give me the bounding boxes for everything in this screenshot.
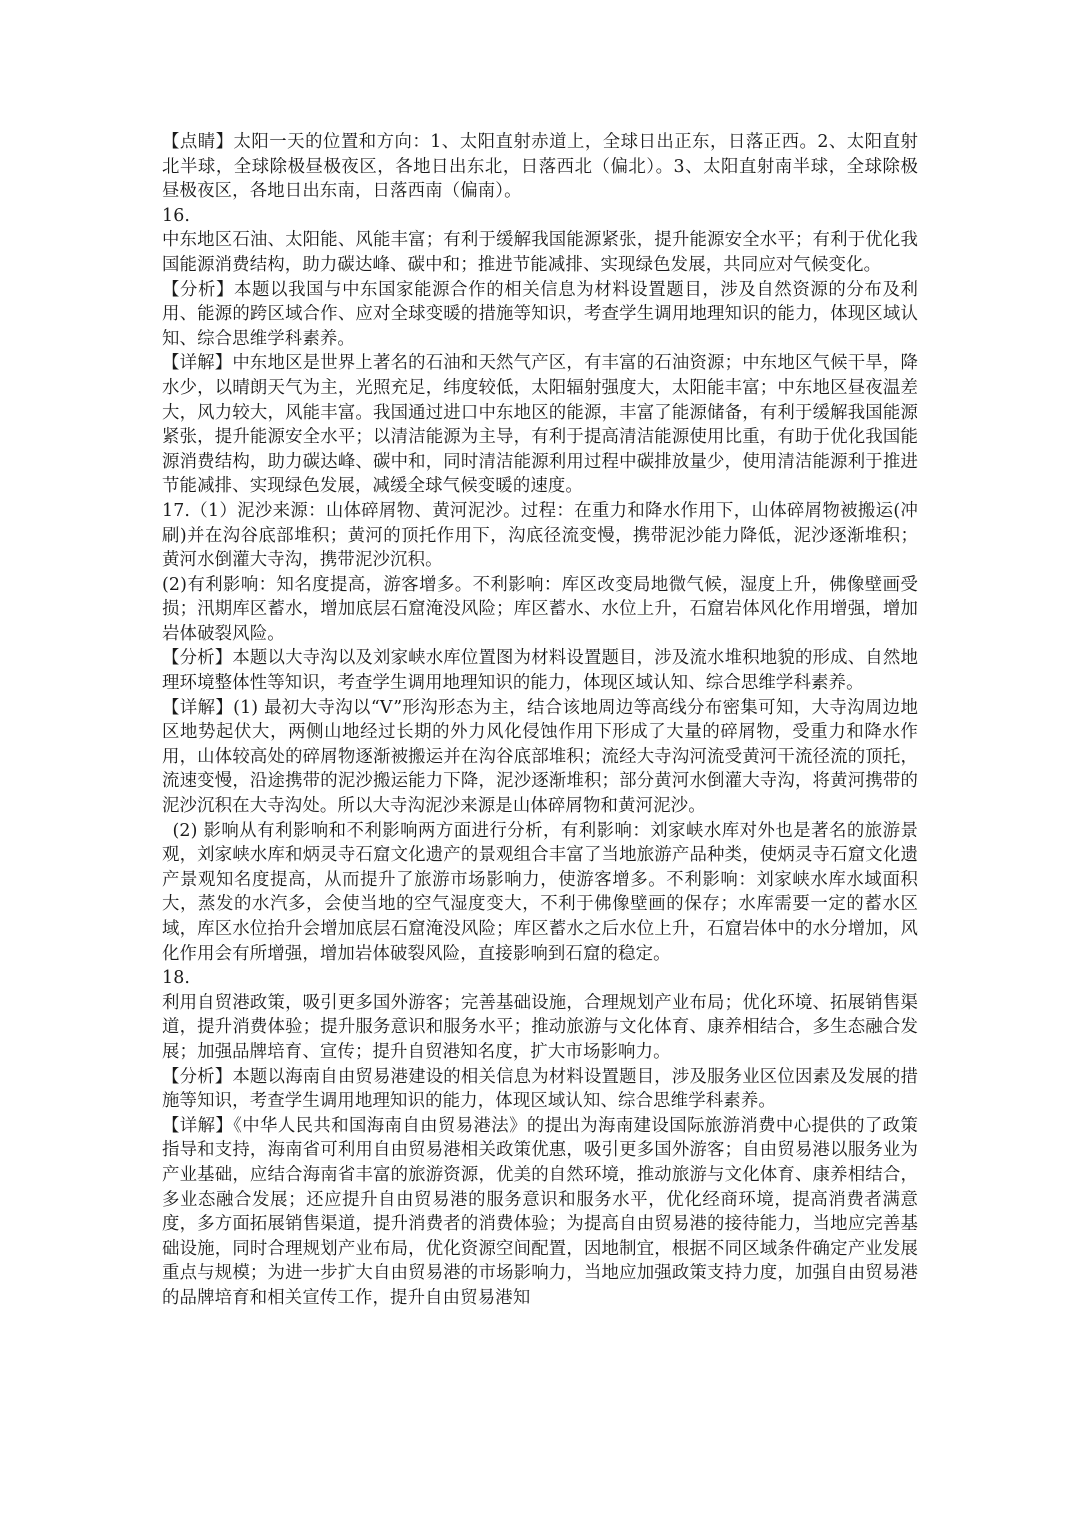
answer-18: 利用自贸港政策，吸引更多国外游客；完善基础设施，合理规划产业布局；优化环境、拓展销售渠道，提升消费体验；提升服务意识和服务水平；推动旅游与文化体育、康养相结合，多生态融合发展；加强品牌培育、宣传；提升自贸港知名度，扩大市场影响力。 [162,992,918,1062]
answer-16: 中东地区石油、太阳能、风能丰富；有利于缓解我国能源紧张，提升能源安全水平；有利于优化我国能源消费结构，助力碳达峰、碳中和；推进节能减排、实现绿色发展，共同应对气候变化。 [162,230,918,275]
explanation-17-part-1: 【详解】(1) 最初大寺沟以“V”形沟形态为主，结合该地周边等高线分布密集可知，大寺沟周边地区地势起伏大，两侧山地经过长期的外力风化侵蚀作用下形成了大量的碎屑物，受重力和降水作用，山体较高处的碎屑物逐渐被搬运并在沟谷底部堆积；流经大寺沟河流受黄河干流径流的顶托，流速变慢，沿途携带的泥沙搬运能力下降，泥沙逐渐堆积；部分黄河水倒灌大寺沟，将黄河携带的泥沙沉积在大寺沟处。所以大寺沟泥沙来源是山体碎屑物和黄河泥沙。 [162,697,918,817]
answer-17-part-1: 17.（1）泥沙来源：山体碎屑物、黄河泥沙。过程：在重力和降水作用下，山体碎屑物被搬运(冲刷)并在沟谷底部堆积；黄河的顶托作用下，沟底径流变慢，携带泥沙能力降低，泥沙逐渐堆积；黄河水倒灌大寺沟，携带泥沙沉积。 [162,500,918,571]
analysis-17: 【分析】本题以大寺沟以及刘家峡水库位置图为材料设置题目，涉及流水堆积地貌的形成、自然地理环境整体性等知识，考查学生调用地理知识的能力，体现区域认知、综合思维学科素养。 [162,648,918,694]
question-number-16: 16. [162,205,191,226]
analysis-18: 【分析】本题以海南自由贸易港建设的相关信息为材料设置题目，涉及服务业区位因素及发展的措施等知识，考查学生调用地理知识的能力，体现区域认知、综合思维学科素养。 [162,1066,918,1112]
answer-17-part-2: (2)有利影响：知名度提高，游客增多。不利影响：库区改变局地微气候，湿度上升，佛像壁画受损；汛期库区蓄水，增加底层石窟淹没风险；库区蓄水、水位上升，石窟岩体风化作用增强，增加岩体破裂风险。 [162,574,918,644]
analysis-16: 【分析】本题以我国与中东国家能源合作的相关信息为材料设置题目，涉及自然资源的分布及利用、能源的跨区域合作、应对全球变暖的措施等知识，考查学生调用地理知识的能力，体现区域认知、综合思维学科素养。 [162,279,918,349]
explanation-18: 【详解】《中华人民共和国海南自由贸易港法》的提出为海南建设国际旅游消费中心提供的了政策指导和支持，海南省可利用自由贸易港相关政策优惠，吸引更多国外游客；自由贸易港以服务业为产业基础，应结合海南省丰富的旅游资源，优美的自然环境，推动旅游与文化体育、康养相结合，多业态融合发展；还应提升自由贸易港的服务意识和服务水平，优化经商环境，提高消费者满意度，多方面拓展销售渠道，提升消费者的消费体验；为提高自由贸易港的接待能力，当地应完善基础设施，同时合理规划产业布局，优化资源空间配置，因地制宜，根据不同区域条件确定产业发展重点与规模；为进一步扩大自由贸易港的市场影响力，当地应加强政策支持力度，加强自由贸易港的品牌培育和相关宣传工作，提升自由贸易港知 [162,1115,918,1308]
question-number-18: 18. [162,968,191,989]
tip-paragraph: 【点睛】太阳一天的位置和方向：1、太阳直射赤道上，全球日出正东，日落正西。2、太阳直射北半球，全球除极昼极夜区，各地日出东北，日落西北（偏北）。3、太阳直射南半球，全球除极昼极夜区，各地日出东南，日落西南（偏南）。 [162,132,918,202]
explanation-17-part-2: (2) 影响从有利影响和不利影响两方面进行分析，有利影响：刘家峡水库对外也是著名的旅游景观，刘家峡水库和炳灵寺石窟文化遗产的景观组合丰富了当地旅游产品种类，使炳灵寺石窟文化遗产景观知名度提高，从而提升了旅游市场影响力，使游客增多。不利影响：刘家峡水库水域面积大，蒸发的水汽多，会使当地的空气湿度变大，不利于佛像壁画的保存；水库需要一定的蓄水区域，库区水位抬升会增加底层石窟淹没风险；库区蓄水之后水位上升，石窟岩体中的水分增加，风化作用会有所增强，增加岩体破裂风险，直接影响到石窟的稳定。 [162,820,918,964]
document-page [162,130,918,1311]
explanation-16: 【详解】中东地区是世界上著名的石油和天然气产区，有丰富的石油资源；中东地区气候干旱，降水少，以晴朗天气为主，光照充足，纬度较低，太阳辐射强度大，太阳能丰富；中东地区昼夜温差大，风力较大，风能丰富。我国通过进口中东地区的能源，丰富了能源储备，有利于缓解我国能源紧张，提升能源安全水平；以清洁能源为主导，有利于提高清洁能源使用比重，有助于优化我国能源消费结构，助力碳达峰、碳中和，同时清洁能源利用过程中碳排放量少，使用清洁能源利于推进节能减排、实现绿色发展，减缓全球气候变暖的速度。 [162,353,918,497]
